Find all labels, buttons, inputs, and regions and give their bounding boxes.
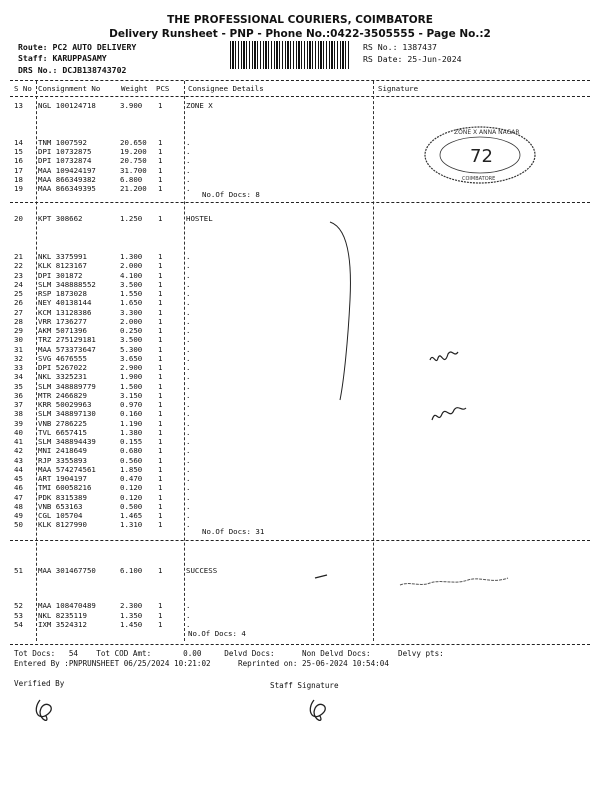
consignee-dot: .: [186, 483, 191, 493]
consignee-dot: .: [186, 289, 191, 298]
route-label: Route: PC2 AUTO DELIVERY: [18, 42, 137, 52]
consignee-dot: .: [186, 390, 191, 400]
row-pcs: 1: [158, 363, 163, 372]
docs-count: No.Of Docs: 4: [188, 629, 246, 638]
row-sno: 28: [14, 316, 23, 326]
row-sno: 25: [14, 289, 23, 298]
consignee-dot: .: [186, 174, 191, 184]
row-consignment: MNI 2418649: [38, 446, 87, 456]
row-consignment: TNM 1007592: [38, 138, 87, 147]
row-consignment: MAA 108470489: [38, 601, 96, 610]
row-pcs: 1: [158, 335, 163, 345]
row-sno: 49: [14, 511, 23, 520]
consignee-dot: .: [186, 492, 191, 502]
consignee-dot: .: [186, 409, 191, 419]
row-sno: 24: [14, 279, 23, 289]
consignee-dot: .: [186, 184, 191, 193]
row-sno: 54: [14, 620, 23, 629]
row-weight: 0.500: [120, 501, 143, 511]
row-pcs: 1: [158, 289, 163, 298]
row-pcs: 1: [158, 372, 163, 382]
consignee-dot: .: [186, 147, 191, 157]
row-weight: 1.380: [120, 427, 143, 437]
consignee-dot: .: [186, 455, 191, 465]
row-sno: 36: [14, 390, 23, 400]
row-weight: 2.000: [120, 261, 143, 271]
consignee-dot: .: [186, 381, 191, 391]
consignee-dot: .: [186, 610, 191, 620]
row-sno: 15: [14, 147, 23, 157]
row-consignment: TRZ 275129181: [38, 335, 96, 345]
row-consignment: SLM 348889779: [38, 381, 96, 391]
row-consignment: SLM 348888552: [38, 279, 96, 289]
consignee-dot: .: [186, 446, 191, 456]
row-sno: 51: [14, 566, 23, 575]
consignee-dot: .: [186, 279, 191, 289]
row-weight: 0.120: [120, 483, 143, 493]
consignee-dot: .: [186, 252, 191, 261]
row-pcs: 1: [158, 492, 163, 502]
row-sno: 18: [14, 174, 23, 184]
entered-by-line: Entered By :PNPRUNSHEET 06/25/2024 10:21:02 Reprinted on: 25-06-2024 10:54:04: [14, 659, 389, 668]
row-pcs: 1: [158, 184, 163, 193]
col-signature: Signature: [378, 84, 419, 93]
rs-number: RS No.: 1387437: [363, 42, 437, 52]
row-consignment: SVG 4676555: [38, 353, 87, 363]
row-weight: 1.300: [120, 252, 143, 261]
row-sno: 29: [14, 326, 23, 335]
row-consignment: NKL 8235119: [38, 610, 87, 620]
row-sno: 39: [14, 418, 23, 428]
row-sno: 52: [14, 601, 23, 610]
row-consignment: MAA 301467750: [38, 566, 96, 575]
consignee-dot: .: [186, 270, 191, 280]
row-weight: 0.120: [120, 492, 143, 502]
row-pcs: 1: [158, 252, 163, 261]
footer-top-rule: [10, 644, 590, 645]
row-pcs: 1: [158, 464, 163, 474]
row-weight: 1.900: [120, 372, 143, 382]
row-sno: 50: [14, 520, 23, 530]
row-pcs: 1: [158, 620, 163, 629]
row-weight: 0.970: [120, 400, 143, 409]
row-sno: 44: [14, 464, 23, 474]
row-consignment: DPI 5267022: [38, 363, 87, 372]
row-consignment: DPI 10732874: [38, 156, 92, 166]
docs-count: No.Of Docs: 31: [202, 527, 265, 537]
consignee-dot: .: [186, 620, 191, 629]
row-weight: 1.310: [120, 520, 143, 530]
row-sno: 21: [14, 252, 23, 261]
staff-label: Staff: KARUPPASAMY: [18, 53, 107, 63]
row-pcs: 1: [158, 400, 163, 409]
row-sno: 34: [14, 372, 23, 382]
row-sno: 27: [14, 307, 23, 317]
row-consignment: KLK 8123167: [38, 261, 87, 271]
col-pcs: PCS: [156, 84, 170, 93]
row-sno: 16: [14, 156, 23, 166]
row-pcs: 1: [158, 326, 163, 335]
consignee-dot: .: [186, 418, 191, 428]
row-consignment: VRR 1736277: [38, 316, 87, 326]
consignee-dot: .: [186, 427, 191, 437]
docs-count: No.Of Docs: 8: [202, 190, 260, 199]
row-consignment: KCM 13128386: [38, 307, 92, 317]
row-consignment: DPI 10732875: [38, 147, 92, 157]
consignee-dot: .: [186, 335, 191, 345]
runsheet-subtitle: Delivery Runsheet - PNP - Phone No.:0422-3505555 - Page No.:2: [109, 28, 491, 40]
row-weight: 3.500: [120, 335, 143, 345]
row-weight: 6.100: [120, 566, 143, 575]
row-weight: 1.190: [120, 418, 143, 428]
row-pcs: 1: [158, 566, 163, 575]
consignee-dot: .: [186, 326, 191, 335]
row-consignment: DPI 301872: [38, 270, 83, 280]
row-consignment: MTR 2466829: [38, 390, 87, 400]
row-weight: 0.680: [120, 446, 143, 456]
row-sno: 42: [14, 446, 23, 456]
col-consignee: Consignee Details: [188, 84, 264, 93]
row-sno: 13: [14, 101, 23, 110]
row-consignment: NKL 3325231: [38, 372, 87, 382]
row-consignment: NEY 40138144: [38, 298, 92, 308]
row-pcs: 1: [158, 344, 163, 354]
row-weight: 2.300: [120, 601, 143, 610]
row-pcs: 1: [158, 610, 163, 620]
row-sno: 41: [14, 437, 23, 446]
row-consignment: NKL 3375991: [38, 252, 87, 261]
row-weight: 19.200: [120, 147, 147, 157]
row-consignment: KRR 50029963: [38, 400, 92, 409]
totals-line: Tot Docs: 54 Tot COD Amt: 0.00 Delvd Docs: Non Delvd Docs: Delvy pts:: [14, 649, 444, 658]
row-sno: 14: [14, 138, 23, 147]
row-weight: 3.650: [120, 353, 143, 363]
row-pcs: 1: [158, 511, 163, 520]
row-sno: 53: [14, 610, 23, 620]
row-consignment: IXM 3524312: [38, 620, 87, 629]
consignee-dot: .: [186, 316, 191, 326]
row-pcs: 1: [158, 270, 163, 280]
stamp-bottom-text: COIMBATORE: [462, 176, 496, 182]
row-consignment: AKM 5071396: [38, 326, 87, 335]
row-sno: 37: [14, 400, 23, 409]
row-pcs: 1: [158, 418, 163, 428]
row-weight: 20.650: [120, 138, 147, 147]
col-sno: S No: [14, 84, 32, 93]
row-pcs: 1: [158, 101, 163, 110]
row-weight: 3.300: [120, 307, 143, 317]
row-weight: 1.550: [120, 289, 143, 298]
row-consignment: KLK 8127990: [38, 520, 87, 530]
consignee-dot: .: [186, 165, 191, 175]
stamp-number: 72: [470, 146, 493, 167]
consignee-dot: .: [186, 138, 191, 147]
consignee-dot: .: [186, 501, 191, 511]
row-pcs: 1: [158, 409, 163, 419]
row-pcs: 1: [158, 520, 163, 530]
row-weight: 0.560: [120, 455, 143, 465]
row-sno: 47: [14, 492, 23, 502]
row-sno: 19: [14, 184, 23, 193]
consignee-dot: .: [186, 437, 191, 446]
row-sno: 33: [14, 363, 23, 372]
row-consignment: MAA 574274561: [38, 464, 96, 474]
row-pcs: 1: [158, 381, 163, 391]
row-consignment: VNB 653163: [38, 501, 83, 511]
row-pcs: 1: [158, 138, 163, 147]
row-consignment: SLM 348897130: [38, 409, 96, 419]
row-pcs: 1: [158, 601, 163, 610]
row-sno: 22: [14, 261, 23, 271]
row-weight: 0.160: [120, 409, 143, 419]
row-sno: 17: [14, 165, 23, 175]
consignee-dot: .: [186, 601, 191, 610]
verified-by-label: Verified By: [14, 679, 65, 688]
row-weight: 1.450: [120, 620, 143, 629]
row-consignment: PDK 8315389: [38, 492, 87, 502]
row-sno: 31: [14, 344, 23, 354]
row-weight: 31.700: [120, 165, 147, 175]
row-pcs: 1: [158, 501, 163, 511]
row-pcs: 1: [158, 316, 163, 326]
row-pcs: 1: [158, 214, 163, 223]
row-pcs: 1: [158, 455, 163, 465]
row-consignment: NGL 100124718: [38, 101, 96, 110]
rs-date: RS Date: 25-Jun-2024: [363, 54, 462, 64]
row-weight: 3.900: [120, 101, 143, 110]
row-consignment: ART 1904197: [38, 474, 87, 483]
consignee-name: HOSTEL: [186, 214, 213, 223]
row-pcs: 1: [158, 174, 163, 184]
row-pcs: 1: [158, 261, 163, 271]
drs-label: DRS No.: DCJB138743702: [18, 65, 127, 75]
row-weight: 1.250: [120, 214, 143, 223]
row-consignment: RSP 1873028: [38, 289, 87, 298]
row-pcs: 1: [158, 298, 163, 308]
row-sno: 45: [14, 474, 23, 483]
row-weight: 6.800: [120, 174, 143, 184]
consignee-name: ZONE X: [186, 101, 213, 110]
row-pcs: 1: [158, 427, 163, 437]
row-sno: 48: [14, 501, 23, 511]
row-weight: 0.250: [120, 326, 143, 335]
consignee-dot: .: [186, 298, 191, 308]
row-consignment: MAA 573373647: [38, 344, 96, 354]
consignee-dot: .: [186, 400, 191, 409]
row-pcs: 1: [158, 483, 163, 493]
staff-signature-label: Staff Signature: [270, 681, 339, 690]
company-title: THE PROFESSIONAL COURIERS, COIMBATORE: [167, 14, 433, 26]
row-sno: 32: [14, 353, 23, 363]
consignee-dot: .: [186, 372, 191, 382]
row-sno: 38: [14, 409, 23, 419]
row-sno: 20: [14, 214, 23, 223]
row-pcs: 1: [158, 353, 163, 363]
row-sno: 46: [14, 483, 23, 493]
row-pcs: 1: [158, 474, 163, 483]
consignee-dot: .: [186, 520, 191, 530]
row-sno: 35: [14, 381, 23, 391]
consignee-dot: .: [186, 261, 191, 271]
row-weight: 1.850: [120, 464, 143, 474]
row-consignment: MAA 866349382: [38, 174, 96, 184]
stamp-top-text: ZONE X ANNA NAGAR: [454, 129, 520, 136]
col-consignment: Consignment No: [38, 84, 101, 93]
row-weight: 3.500: [120, 279, 143, 289]
row-weight: 20.750: [120, 156, 147, 166]
row-sno: 26: [14, 298, 23, 308]
row-sno: 30: [14, 335, 23, 345]
row-weight: 1.350: [120, 610, 143, 620]
row-weight: 4.100: [120, 270, 143, 280]
row-consignment: CGL 105704: [38, 511, 83, 520]
row-pcs: 1: [158, 165, 163, 175]
row-consignment: MAA 866349395: [38, 184, 96, 193]
row-weight: 1.650: [120, 298, 143, 308]
col-weight: Weight: [121, 84, 148, 93]
consignee-dot: .: [186, 511, 191, 520]
consignee-dot: .: [186, 353, 191, 363]
row-pcs: 1: [158, 156, 163, 166]
row-pcs: 1: [158, 446, 163, 456]
row-consignment: SLM 348894439: [38, 437, 96, 446]
row-consignment: RJP 3355893: [38, 455, 87, 465]
consignee-dot: .: [186, 156, 191, 166]
row-consignment: TMI 60058216: [38, 483, 92, 493]
consignee-dot: .: [186, 464, 191, 474]
consignee-dot: .: [186, 363, 191, 372]
row-weight: 0.155: [120, 437, 143, 446]
row-weight: 2.000: [120, 316, 143, 326]
row-weight: 21.200: [120, 184, 147, 193]
row-weight: 1.465: [120, 511, 143, 520]
row-pcs: 1: [158, 307, 163, 317]
row-weight: 1.500: [120, 381, 143, 391]
row-sno: 23: [14, 270, 23, 280]
row-sno: 43: [14, 455, 23, 465]
row-weight: 0.470: [120, 474, 143, 483]
row-sno: 40: [14, 427, 23, 437]
row-weight: 5.300: [120, 344, 143, 354]
consignee-dot: .: [186, 307, 191, 317]
row-consignment: MAA 109424197: [38, 165, 96, 175]
consignee-dot: .: [186, 474, 191, 483]
row-pcs: 1: [158, 437, 163, 446]
consignee-name: SUCCESS: [186, 566, 218, 575]
row-pcs: 1: [158, 390, 163, 400]
row-consignment: VNB 2786225: [38, 418, 87, 428]
row-pcs: 1: [158, 147, 163, 157]
row-weight: 3.150: [120, 390, 143, 400]
consignee-dot: .: [186, 344, 191, 354]
row-consignment: KPT 308662: [38, 214, 83, 223]
row-consignment: TVL 6657415: [38, 427, 87, 437]
row-pcs: 1: [158, 279, 163, 289]
row-weight: 2.900: [120, 363, 143, 372]
